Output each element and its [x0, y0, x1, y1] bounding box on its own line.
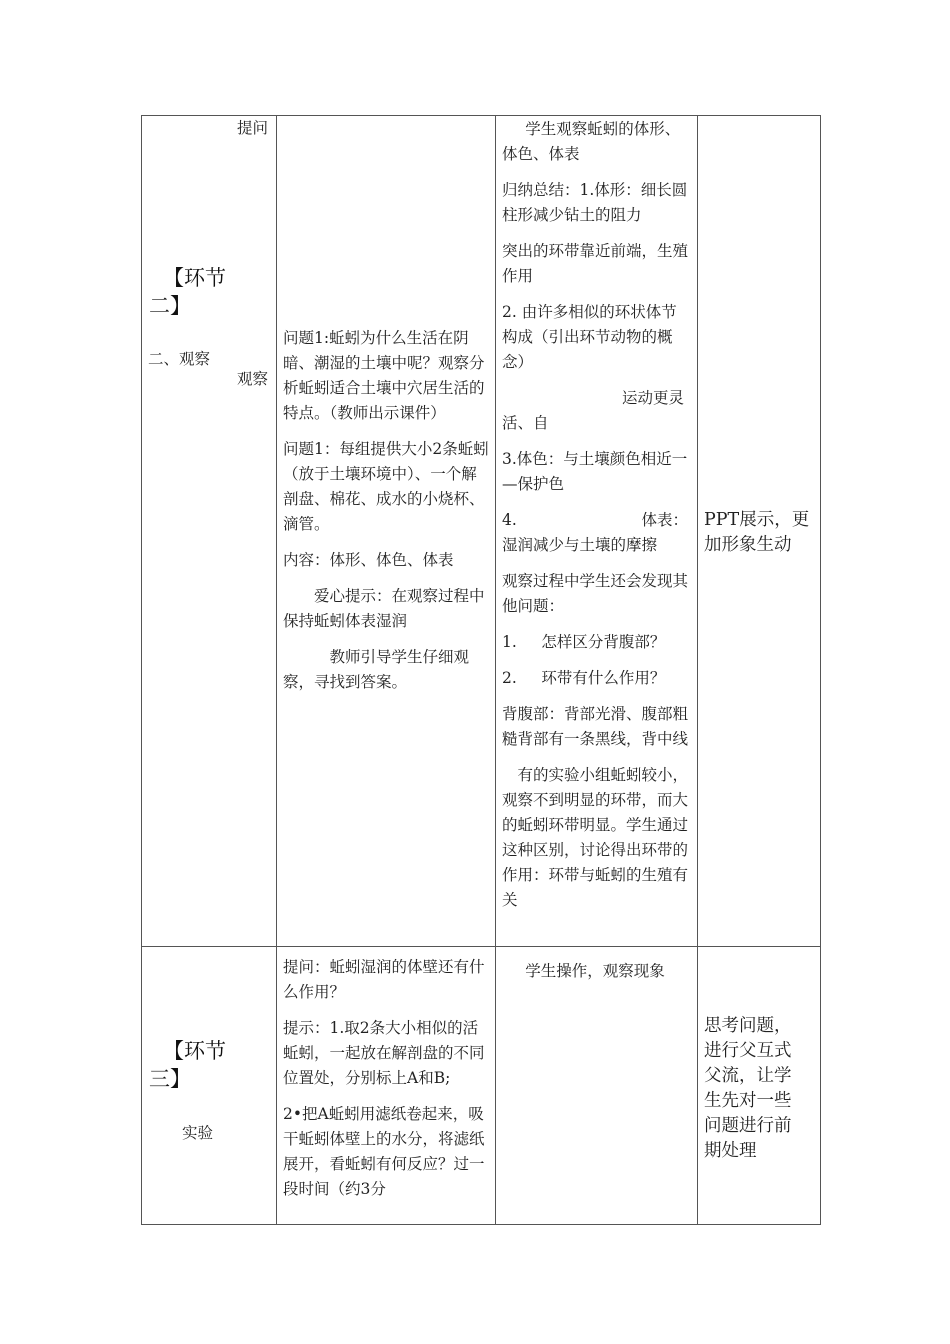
section2-design-intent: PPT展示，更加形象生动 [704, 510, 810, 555]
section2-teacher-activity [283, 326, 491, 695]
section3-design-intent: 思考问题，进行父互式父流，让学生先对一些问题进行前期处理 [704, 1016, 792, 1161]
table-col-divider-2 [495, 115, 496, 1225]
student-paragraph: 学生观察蚯蚓的体形、体色、体表 [502, 120, 681, 163]
table-border-right [820, 115, 821, 1225]
student-paragraph: 突出的环带靠近前端，生殖作用 [502, 242, 689, 285]
student-paragraph: 有的实验小组蚯蚓较小，观察不到明显的环带，而大的蚯蚓环带明显。学生通过这种区别，讨论得出环带的作用：环带与蚯蚓的生殖有关 [502, 766, 689, 909]
section2-title-line1: 【环节 [163, 266, 226, 290]
table-border-bottom [141, 1224, 821, 1225]
table-border-top [141, 115, 821, 116]
teacher-paragraph: 内容：体形、体色、体表 [283, 551, 454, 569]
student-item-label: 体表： [641, 511, 688, 529]
table-col-divider-1 [276, 115, 277, 1225]
student-paragraph: 2. 环带有什么作用？ [502, 669, 666, 687]
student-paragraph: 3.体色：与土壤颜色相近一—保护色 [502, 450, 688, 493]
section2-sub-label2: 观察 [237, 370, 269, 388]
student-paragraph: 1. 怎样区分背腹部？ [502, 633, 666, 651]
teacher-paragraph: 爱心提示：在观察过程中保持蚯蚓体表湿润 [283, 587, 485, 630]
student-line-split [502, 508, 692, 533]
teacher-paragraph: 提示：1.取2条大小相似的活蚯蚓，一起放在解剖盘的不同位置处，分别标上A和B; [283, 1019, 485, 1087]
teacher-paragraph: 2•把A蚯蚓用滤纸卷起来，吸干蚯蚓体壁上的水分，将滤纸展开，看蚯蚓有何反应？过一段时间（约3分 [283, 1105, 485, 1198]
table-border-left [141, 115, 142, 1225]
student-paragraph: 2. 由许多相似的环状体节构成（引出环节动物的概念） [502, 303, 677, 371]
teacher-paragraph: 教师引导学生仔细观察，寻找到答案。 [283, 648, 470, 691]
section3-title-line1: 【环节 [163, 1039, 226, 1063]
section2-student-activity [502, 117, 692, 946]
teacher-paragraph: 问题1：每组提供大小2条蚯蚓（放于土壤环境中）、一个解剖盘、棉花、成水的小烧杯、滴管。 [283, 440, 489, 533]
student-item-number: 4. [502, 511, 517, 529]
student-paragraph: 观察过程中学生还会发现其他问题： [502, 572, 689, 615]
student-line: 运动更灵 [621, 389, 684, 407]
teacher-paragraph: 提问：蚯蚓湿润的体壁还有什么作用？ [283, 958, 485, 1001]
section2-top-label: 提问 [237, 119, 269, 137]
student-paragraph: 活、自 [502, 414, 549, 432]
student-paragraph: 湿润减少与土壤的摩擦 [502, 536, 658, 554]
student-paragraph: 背腹部：背部光滑、腹部粗糙背部有一条黑线，背中线 [502, 705, 689, 748]
section3-sub-label: 实验 [182, 1124, 214, 1142]
teacher-paragraph: 问题1:蚯蚓为什么生活在阴暗、潮湿的土壤中呢？观察分析蚯蚓适合土壤中穴居生活的特点。（教师出示课件） [283, 329, 485, 422]
section2-title-line2: 二】 [149, 294, 191, 318]
section3-student-activity: 学生操作，观察现象 [525, 962, 665, 980]
section3-title-line2: 三】 [149, 1067, 191, 1091]
section3-teacher-activity [283, 955, 491, 1223]
table-col-divider-3 [697, 115, 698, 1225]
table-row-divider [141, 946, 821, 947]
student-paragraph: 归纳总结：1.体形：细长圆柱形减少钻土的阻力 [502, 181, 688, 224]
section2-sub-label: 二、观察 [148, 350, 211, 368]
